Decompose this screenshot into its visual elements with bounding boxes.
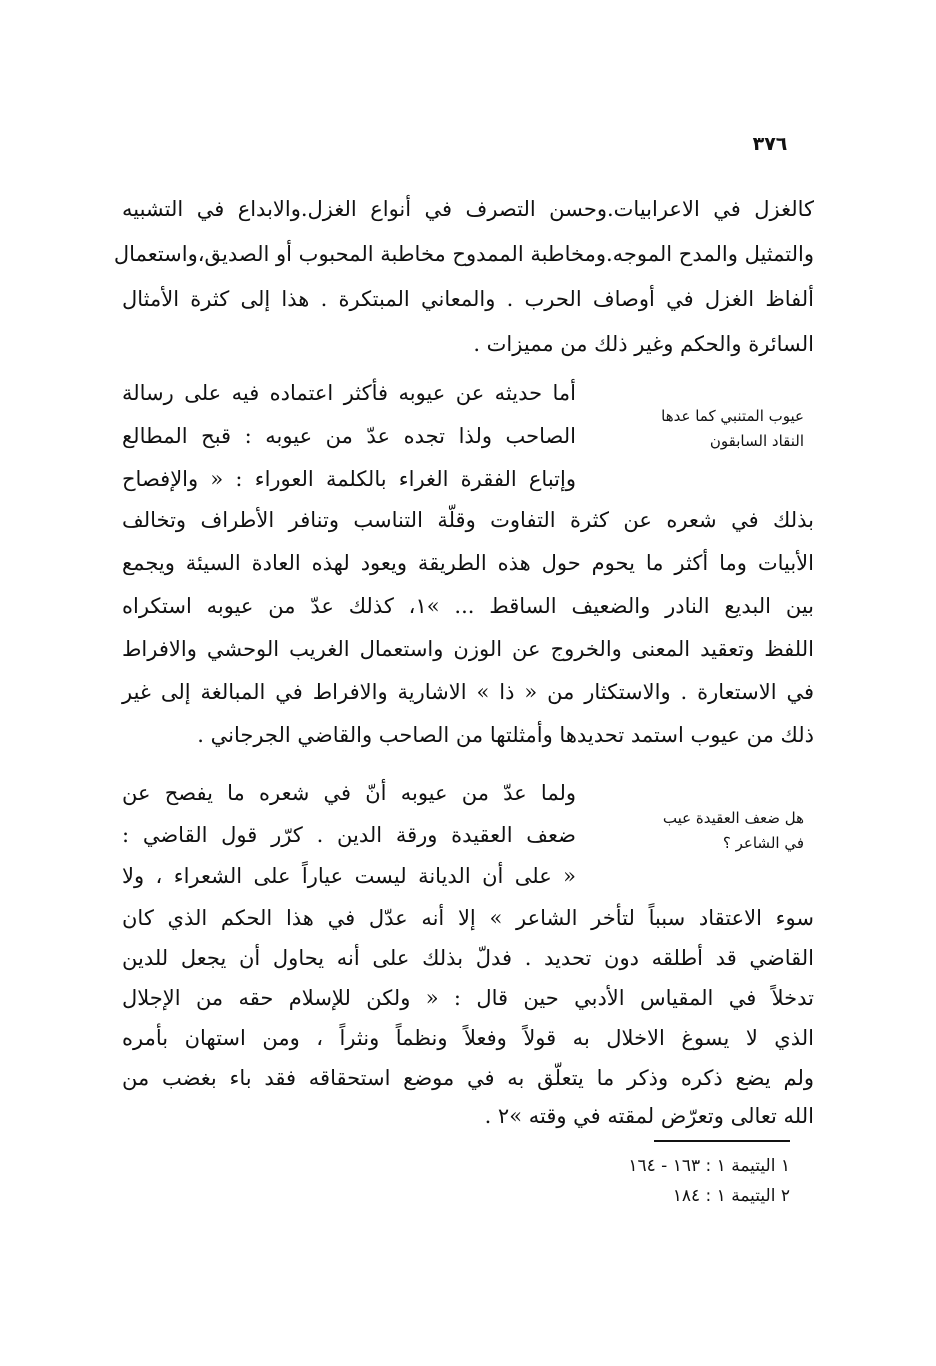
margin-heading-2-line: في الشاعر ؟ — [722, 834, 804, 852]
margin-heading-1 — [634, 404, 804, 454]
paragraph-1-line: كالغزل في الاعرابيات.وحسن التصرف في أنواع الغزل.والابداع في التشبيه — [122, 197, 814, 221]
paragraph-2-line: الصاحب ولذا تجده عدّ من عيوبه : قبح المطالع — [122, 424, 576, 448]
margin-heading-1-line: عيوب المتنبي كما عدها — [661, 407, 804, 425]
paragraph-2-line: الأبيات وما أكثر ما يحوم حول هذه الطريقة ويعود لهذه العادة السيئة ويجمع — [122, 551, 814, 575]
paragraph-3-line: ولم يضع ذكره وذكر ما يتعلّق به في موضع استحقاقه فقد باء بغضب من — [122, 1066, 814, 1090]
paragraph-2-line: بذلك في شعره عن كثرة التفاوت وقلّة التناسب وتنافر الأطراف وتخالف — [122, 508, 814, 532]
paragraph-3-line: تدخلاً في المقياس الأدبي حين قال : « ولكن للإسلام حقه من الإجلال — [122, 986, 814, 1010]
paragraph-3-line: الله تعالى وتعرّض لمقته في وقته »٢ . — [484, 1104, 814, 1128]
margin-heading-2 — [634, 806, 804, 856]
page-number: ٣٧٦ — [752, 133, 788, 155]
margin-heading-1-line: النقاد السابقون — [709, 432, 804, 450]
margin-heading-2-line: هل ضعف العقيدة عيب — [662, 809, 804, 827]
paragraph-3-line: الذي لا يسوغ الاخلال به قولاً وفعلاً ونظماً ونثراً ، ومن استهان بأمره — [122, 1026, 814, 1050]
footnote: ١ اليتيمة ١ : ١٦٣ - ١٦٤ — [628, 1156, 790, 1176]
paragraph-3-line: ولما عدّ من عيوبه أنّ في شعره ما يفصح عن — [122, 781, 576, 805]
paragraph-2-line: في الاستعارة . والاستكثار من « ذا » الاشارية والافراط في المبالغة إلى غير — [122, 680, 814, 704]
paragraph-1-line: السائرة والحكم وغير ذلك من مميزات . — [473, 332, 814, 356]
paragraph-1-line: والتمثيل والمدح الموجه.ومخاطبة الممدوح مخاطبة المحبوب أو الصديق،واستعمال — [113, 242, 814, 266]
footnote: ٢ اليتيمة ١ : ١٨٤ — [672, 1186, 790, 1206]
paragraph-2-line: أما حديثه عن عيوبه فأكثر اعتماده فيه على رسالة — [122, 381, 576, 405]
paragraph-3-line: ضعف العقيدة ورقة الدين . كرّر قول القاضي : — [122, 823, 576, 847]
paragraph-2-line: ذلك من عيوب استمد تحديدها وأمثلتها من الصاحب والقاضي الجرجاني . — [197, 723, 814, 747]
paragraph-3-line: « على أن الديانة ليست عياراً على الشعراء ، ولا — [122, 864, 576, 888]
paragraph-2-line: بين البديع النادر والضعيف الساقط ... »١، كذلك عدّ من عيوبه استكراه — [122, 594, 815, 618]
paragraph-2-line: اللفظ وتعقيد المعنى والخروج عن الوزن واستعمال الغريب الوحشي والافراط — [122, 637, 814, 661]
footnote-separator — [654, 1140, 790, 1142]
paragraph-1-line: ألفاظ الغزل في أوصاف الحرب . والمعاني المبتكرة . هذا إلى كثرة الأمثال — [122, 287, 814, 311]
paragraph-3-line: سوء الاعتقاد سبباً لتأخر الشاعر » إلا أنه عدّل في هذا الحكم الذي كان — [122, 906, 814, 930]
paragraph-3-line: القاضي قد أطلقه دون تحديد . فدلّ بذلك على أنه يحاول أن يجعل للدين — [122, 946, 814, 970]
paragraph-2-line: وإتباع الفقرة الغراء بالكلمة العوراء : « والإفصاح — [122, 467, 576, 491]
